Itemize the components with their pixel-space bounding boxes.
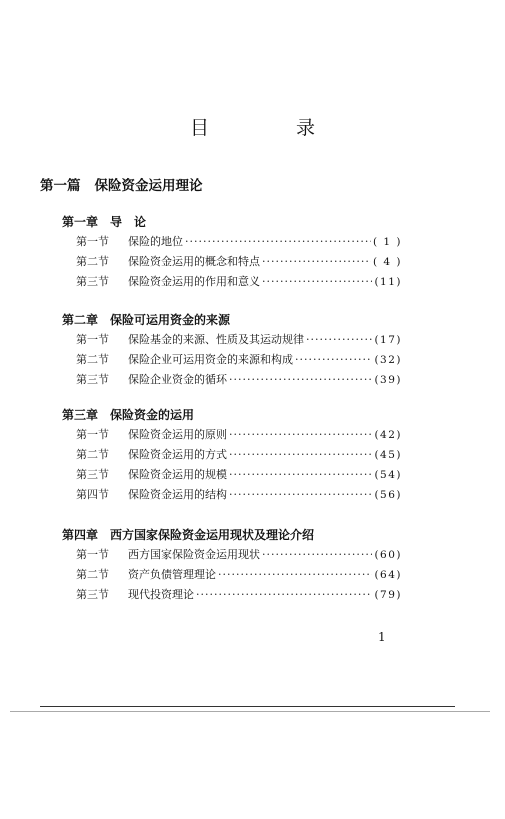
chapter-number: 第二章: [62, 313, 99, 327]
dot-leader: [295, 350, 372, 370]
section-name: 保险资金运用的作用和意义: [128, 275, 260, 288]
page-ref: ( 4 ): [372, 256, 402, 268]
section-name: 保险企业可运用资金的来源和构成: [128, 353, 293, 366]
section-name: 资产负债管理理论: [128, 568, 216, 581]
dot-leader: [218, 565, 372, 585]
page-ref: (64): [374, 569, 402, 581]
chapter-name: 保险可运用资金的来源: [110, 313, 231, 327]
dot-leader: [196, 585, 372, 605]
chapter-name: 保险资金的运用: [110, 408, 195, 422]
page-ref: (32): [374, 354, 402, 366]
bottom-rule-faint: [10, 711, 490, 712]
toc-entry: [62, 425, 402, 445]
section-name: 保险资金运用的规模: [128, 468, 227, 481]
section-name: 保险基金的来源、性质及其运动规律: [128, 333, 304, 346]
section-number: 第一节: [76, 235, 109, 248]
bottom-rule: [40, 706, 455, 707]
page-number: 1: [378, 630, 386, 644]
section-number: 第四节: [76, 488, 109, 501]
toc-entry: [62, 370, 402, 390]
chapter-4: [62, 525, 402, 605]
section-name: 保险企业资金的循环: [128, 373, 227, 386]
section-number: 第一节: [76, 333, 109, 346]
section-number: 第二节: [76, 448, 109, 461]
part-number: 第一篇: [40, 178, 81, 194]
section-name: 保险资金运用的结构: [128, 488, 227, 501]
chapter-1: [62, 212, 402, 292]
section-name: 保险资金运用的概念和特点: [128, 255, 260, 268]
chapter-number: 第三章: [62, 408, 99, 422]
page-ref: (42): [374, 429, 402, 441]
section-number: 第二节: [76, 353, 109, 366]
section-number: 第三节: [76, 468, 109, 481]
toc-entry: [62, 485, 402, 505]
section-number: 第三节: [76, 588, 109, 601]
chapter-heading: [62, 405, 402, 425]
part-heading: [40, 174, 203, 194]
dot-leader: [229, 425, 372, 445]
section-name: 保险资金运用的原则: [128, 428, 227, 441]
toc-entry: [62, 585, 402, 605]
chapter-number: 第一章: [62, 215, 99, 229]
dot-leader: [185, 232, 371, 252]
section-name: 保险资金运用的方式: [128, 448, 227, 461]
page-title: 目 录: [189, 117, 349, 139]
section-name: 西方国家保险资金运用现状: [128, 548, 260, 561]
toc-entry: [62, 252, 402, 272]
page-ref: (79): [374, 589, 402, 601]
chapter-name: 西方国家保险资金运用现状及理论介绍: [110, 528, 315, 542]
section-name: 保险的地位: [128, 235, 183, 248]
page-ref: (54): [374, 469, 402, 481]
chapter-heading: [62, 310, 402, 330]
page-ref: (39): [374, 374, 402, 386]
dot-leader: [262, 545, 372, 565]
chapter-3: [62, 405, 402, 505]
page-ref: (17): [374, 334, 402, 346]
chapter-name: 导 论: [110, 215, 147, 229]
chapter-heading: [62, 212, 402, 232]
toc-entry: [62, 565, 402, 585]
dot-leader: [229, 485, 372, 505]
dot-leader: [229, 370, 372, 390]
toc-entry: [62, 545, 402, 565]
section-number: 第二节: [76, 255, 109, 268]
section-number: 第三节: [76, 373, 109, 386]
chapter-heading: [62, 525, 402, 545]
dot-leader: [229, 465, 372, 485]
page-ref: (60): [374, 549, 402, 561]
chapter-2: [62, 310, 402, 390]
section-name: 现代投资理论: [128, 588, 194, 601]
chapter-number: 第四章: [62, 528, 99, 542]
dot-leader: [306, 330, 372, 350]
toc-entry: [62, 445, 402, 465]
toc-entry: [62, 350, 402, 370]
section-number: 第三节: [76, 275, 109, 288]
page-ref: (11): [374, 276, 402, 288]
toc-entry: [62, 330, 402, 350]
toc-entry: [62, 272, 402, 292]
section-number: 第一节: [76, 428, 109, 441]
toc-entry: [62, 232, 402, 252]
section-number: 第一节: [76, 548, 109, 561]
page-ref: (56): [374, 489, 402, 501]
part-name: 保险资金运用理论: [94, 178, 203, 194]
toc-entry: [62, 465, 402, 485]
section-number: 第二节: [76, 568, 109, 581]
dot-leader: [262, 272, 372, 292]
dot-leader: [229, 445, 372, 465]
page-ref: ( 1 ): [372, 236, 402, 248]
page-ref: (45): [374, 449, 402, 461]
dot-leader: [262, 252, 371, 272]
